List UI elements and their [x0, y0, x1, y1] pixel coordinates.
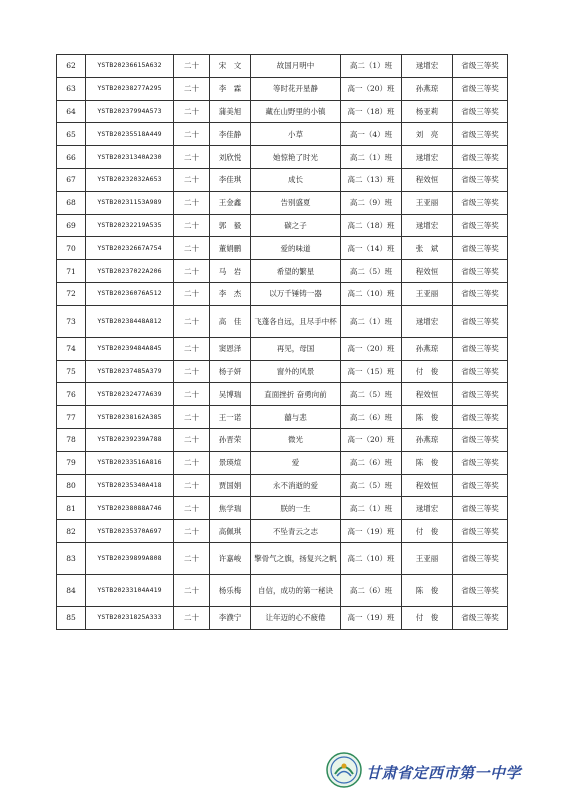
cell-class: 高二（1）班 — [341, 305, 402, 337]
awards-table-body — [57, 55, 508, 630]
cell-code: YSTB20232032A653 — [86, 168, 174, 191]
table-row — [57, 146, 508, 169]
cell-code: YSTB20239484A845 — [86, 337, 174, 360]
cell-name: 刘欣悦 — [210, 146, 251, 169]
cell-no: 69 — [57, 214, 86, 237]
cell-name: 宋 文 — [210, 55, 251, 78]
table-row — [57, 497, 508, 520]
cell-title: 永不消逝的爱 — [251, 474, 341, 497]
cell-class: 高二（5）班 — [341, 474, 402, 497]
school-emblem-icon — [326, 752, 362, 788]
cell-code: YSTB20233104A419 — [86, 574, 174, 606]
cell-no: 74 — [57, 337, 86, 360]
cell-title: 再见，母国 — [251, 337, 341, 360]
cell-teacher: 逯增宏 — [402, 55, 453, 78]
cell-title: 等时花开星静 — [251, 77, 341, 100]
cell-title: 以万千锤铸一器 — [251, 282, 341, 305]
cell-grade: 二十 — [174, 360, 210, 383]
cell-class: 高二（10）班 — [341, 542, 402, 574]
cell-grade: 二十 — [174, 606, 210, 629]
cell-class: 高二（1）班 — [341, 497, 402, 520]
cell-no: 76 — [57, 383, 86, 406]
cell-no: 64 — [57, 100, 86, 123]
cell-name: 吴博瑞 — [210, 383, 251, 406]
cell-name: 王金鑫 — [210, 191, 251, 214]
cell-award: 省级三等奖 — [453, 497, 508, 520]
cell-grade: 二十 — [174, 282, 210, 305]
cell-award: 省级三等奖 — [453, 100, 508, 123]
cell-teacher: 张 斌 — [402, 237, 453, 260]
cell-title: 藏在山野里的小镇 — [251, 100, 341, 123]
cell-award: 省级三等奖 — [453, 237, 508, 260]
cell-teacher: 付 俊 — [402, 360, 453, 383]
cell-class: 高一（20）班 — [341, 337, 402, 360]
cell-code: YSTB20235370A697 — [86, 520, 174, 543]
cell-teacher: 孙燕琼 — [402, 337, 453, 360]
cell-code: YSTB20237994A573 — [86, 100, 174, 123]
cell-class: 高一（15）班 — [341, 360, 402, 383]
cell-teacher: 逯增宏 — [402, 214, 453, 237]
cell-award: 省级三等奖 — [453, 168, 508, 191]
table-row — [57, 260, 508, 283]
table-row — [57, 542, 508, 574]
cell-teacher: 程效恒 — [402, 260, 453, 283]
cell-no: 72 — [57, 282, 86, 305]
cell-no: 68 — [57, 191, 86, 214]
cell-name: 杨乐梅 — [210, 574, 251, 606]
table-row — [57, 474, 508, 497]
cell-title: 不坠青云之志 — [251, 520, 341, 543]
cell-grade: 二十 — [174, 451, 210, 474]
cell-title: 直面挫折 奋勇向前 — [251, 383, 341, 406]
cell-name: 马 岩 — [210, 260, 251, 283]
cell-no: 62 — [57, 55, 86, 78]
cell-no: 79 — [57, 451, 86, 474]
cell-name: 焦学瑞 — [210, 497, 251, 520]
cell-class: 高二（6）班 — [341, 451, 402, 474]
cell-name: 蒲美旭 — [210, 100, 251, 123]
cell-grade: 二十 — [174, 100, 210, 123]
cell-code: YSTB20237485A379 — [86, 360, 174, 383]
cell-award: 省级三等奖 — [453, 77, 508, 100]
cell-title: 自信，成功的第一秘诀 — [251, 574, 341, 606]
cell-grade: 二十 — [174, 474, 210, 497]
cell-code: YSTB20238277A295 — [86, 77, 174, 100]
cell-name: 李濮宁 — [210, 606, 251, 629]
cell-name: 窦恩泽 — [210, 337, 251, 360]
cell-award: 省级三等奖 — [453, 574, 508, 606]
table-row — [57, 337, 508, 360]
cell-code: YSTB20232477A639 — [86, 383, 174, 406]
cell-grade: 二十 — [174, 146, 210, 169]
cell-class: 高二（5）班 — [341, 260, 402, 283]
cell-code: YSTB20236615A632 — [86, 55, 174, 78]
table-row — [57, 606, 508, 629]
cell-award: 省级三等奖 — [453, 214, 508, 237]
cell-grade: 二十 — [174, 337, 210, 360]
cell-teacher: 逯增宏 — [402, 305, 453, 337]
cell-award: 省级三等奖 — [453, 451, 508, 474]
cell-no: 66 — [57, 146, 86, 169]
cell-name: 李佳静 — [210, 123, 251, 146]
cell-grade: 二十 — [174, 574, 210, 606]
cell-code: YSTB20235518A449 — [86, 123, 174, 146]
cell-grade: 二十 — [174, 305, 210, 337]
cell-award: 省级三等奖 — [453, 55, 508, 78]
cell-no: 83 — [57, 542, 86, 574]
cell-name: 李佳琪 — [210, 168, 251, 191]
cell-code: YSTB20231340A230 — [86, 146, 174, 169]
cell-award: 省级三等奖 — [453, 337, 508, 360]
school-footer — [326, 752, 556, 792]
cell-class: 高二（1）班 — [341, 55, 402, 78]
cell-award: 省级三等奖 — [453, 520, 508, 543]
cell-code: YSTB20231153A989 — [86, 191, 174, 214]
cell-name: 贾国娟 — [210, 474, 251, 497]
table-row — [57, 168, 508, 191]
cell-name: 郭 毅 — [210, 214, 251, 237]
cell-no: 78 — [57, 428, 86, 451]
cell-grade: 二十 — [174, 191, 210, 214]
cell-teacher: 陈 俊 — [402, 451, 453, 474]
cell-award: 省级三等奖 — [453, 406, 508, 429]
cell-teacher: 孙燕琼 — [402, 428, 453, 451]
cell-class: 高二（13）班 — [341, 168, 402, 191]
cell-class: 高一（19）班 — [341, 606, 402, 629]
cell-award: 省级三等奖 — [453, 146, 508, 169]
cell-title: 她惊艳了时光 — [251, 146, 341, 169]
cell-class: 高二（18）班 — [341, 214, 402, 237]
cell-title: 小草 — [251, 123, 341, 146]
cell-teacher: 付 俊 — [402, 606, 453, 629]
cell-award: 省级三等奖 — [453, 360, 508, 383]
cell-grade: 二十 — [174, 497, 210, 520]
cell-award: 省级三等奖 — [453, 474, 508, 497]
table-row — [57, 428, 508, 451]
cell-title: 成长 — [251, 168, 341, 191]
cell-teacher: 杨亚莉 — [402, 100, 453, 123]
table-row — [57, 574, 508, 606]
cell-name: 许嘉峻 — [210, 542, 251, 574]
cell-grade: 二十 — [174, 55, 210, 78]
cell-no: 80 — [57, 474, 86, 497]
cell-class: 高二（5）班 — [341, 383, 402, 406]
cell-teacher: 程效恒 — [402, 474, 453, 497]
cell-name: 高佩琪 — [210, 520, 251, 543]
cell-award: 省级三等奖 — [453, 305, 508, 337]
cell-code: YSTB20232667A754 — [86, 237, 174, 260]
cell-grade: 二十 — [174, 542, 210, 574]
cell-award: 省级三等奖 — [453, 383, 508, 406]
cell-no: 70 — [57, 237, 86, 260]
cell-class: 高一（19）班 — [341, 520, 402, 543]
cell-title: 飞蓬各自远，且尽手中杯 — [251, 305, 341, 337]
cell-name: 王一诺 — [210, 406, 251, 429]
cell-class: 高二（10）班 — [341, 282, 402, 305]
table-row — [57, 55, 508, 78]
cell-class: 高一（14）班 — [341, 237, 402, 260]
cell-teacher: 王亚丽 — [402, 191, 453, 214]
cell-name: 高 佳 — [210, 305, 251, 337]
cell-code: YSTB20232219A535 — [86, 214, 174, 237]
cell-award: 省级三等奖 — [453, 282, 508, 305]
awards-table — [56, 54, 508, 630]
cell-code: YSTB20238448A812 — [86, 305, 174, 337]
table-row — [57, 123, 508, 146]
cell-no: 81 — [57, 497, 86, 520]
table-row — [57, 77, 508, 100]
table-row — [57, 383, 508, 406]
cell-teacher: 王亚丽 — [402, 542, 453, 574]
cell-name: 李 杰 — [210, 282, 251, 305]
cell-class: 高一（20）班 — [341, 77, 402, 100]
cell-grade: 二十 — [174, 428, 210, 451]
cell-title: 希望的繁星 — [251, 260, 341, 283]
table-row — [57, 406, 508, 429]
cell-code: YSTB20238088A746 — [86, 497, 174, 520]
cell-code: YSTB20231825A333 — [86, 606, 174, 629]
cell-no: 75 — [57, 360, 86, 383]
cell-no: 71 — [57, 260, 86, 283]
cell-title: 让年迈的心不疲倦 — [251, 606, 341, 629]
cell-no: 67 — [57, 168, 86, 191]
table-row — [57, 100, 508, 123]
cell-grade: 二十 — [174, 520, 210, 543]
cell-no: 82 — [57, 520, 86, 543]
cell-title: 囍与悲 — [251, 406, 341, 429]
cell-teacher: 陈 俊 — [402, 574, 453, 606]
cell-name: 景瑛煊 — [210, 451, 251, 474]
cell-teacher: 逯增宏 — [402, 497, 453, 520]
cell-teacher: 程效恒 — [402, 168, 453, 191]
cell-teacher: 程效恒 — [402, 383, 453, 406]
cell-grade: 二十 — [174, 383, 210, 406]
cell-grade: 二十 — [174, 237, 210, 260]
cell-award: 省级三等奖 — [453, 191, 508, 214]
cell-code: YSTB20233516A816 — [86, 451, 174, 474]
cell-no: 77 — [57, 406, 86, 429]
cell-title: 爱的味道 — [251, 237, 341, 260]
cell-no: 65 — [57, 123, 86, 146]
cell-code: YSTB20237022A206 — [86, 260, 174, 283]
cell-title: 碳之子 — [251, 214, 341, 237]
cell-code: YSTB20236076A512 — [86, 282, 174, 305]
cell-grade: 二十 — [174, 168, 210, 191]
cell-class: 高二（9）班 — [341, 191, 402, 214]
cell-title: 微光 — [251, 428, 341, 451]
cell-title: 告别盛夏 — [251, 191, 341, 214]
cell-teacher: 孙燕琼 — [402, 77, 453, 100]
cell-grade: 二十 — [174, 123, 210, 146]
cell-class: 高二（1）班 — [341, 146, 402, 169]
cell-class: 高二（6）班 — [341, 574, 402, 606]
cell-name: 杨子妍 — [210, 360, 251, 383]
cell-name: 董娟鹏 — [210, 237, 251, 260]
school-name: 甘肃省定西市第一中学 — [366, 764, 522, 782]
cell-grade: 二十 — [174, 77, 210, 100]
cell-title: 朕的一生 — [251, 497, 341, 520]
cell-name: 孙晋荣 — [210, 428, 251, 451]
cell-code: YSTB20239899A808 — [86, 542, 174, 574]
cell-class: 高一（4）班 — [341, 123, 402, 146]
cell-name: 李 霖 — [210, 77, 251, 100]
cell-teacher: 王亚丽 — [402, 282, 453, 305]
cell-no: 85 — [57, 606, 86, 629]
cell-title: 故国月明中 — [251, 55, 341, 78]
cell-award: 省级三等奖 — [453, 606, 508, 629]
cell-award: 省级三等奖 — [453, 542, 508, 574]
table-row — [57, 451, 508, 474]
table-row — [57, 191, 508, 214]
table-row — [57, 214, 508, 237]
cell-grade: 二十 — [174, 406, 210, 429]
cell-class: 高一（20）班 — [341, 428, 402, 451]
cell-class: 高二（6）班 — [341, 406, 402, 429]
cell-teacher: 逯增宏 — [402, 146, 453, 169]
cell-grade: 二十 — [174, 214, 210, 237]
cell-award: 省级三等奖 — [453, 428, 508, 451]
table-row — [57, 237, 508, 260]
cell-code: YSTB20239239A788 — [86, 428, 174, 451]
cell-no: 73 — [57, 305, 86, 337]
cell-grade: 二十 — [174, 260, 210, 283]
cell-award: 省级三等奖 — [453, 123, 508, 146]
cell-teacher: 付 俊 — [402, 520, 453, 543]
cell-title: 爱 — [251, 451, 341, 474]
table-row — [57, 520, 508, 543]
table-row — [57, 282, 508, 305]
cell-award: 省级三等奖 — [453, 260, 508, 283]
table-row — [57, 305, 508, 337]
cell-teacher: 刘 亮 — [402, 123, 453, 146]
cell-title: 擎骨气之旗，扬复兴之帆 — [251, 542, 341, 574]
cell-teacher: 陈 俊 — [402, 406, 453, 429]
cell-no: 84 — [57, 574, 86, 606]
cell-title: 窗外的风景 — [251, 360, 341, 383]
cell-class: 高一（18）班 — [341, 100, 402, 123]
cell-code: YSTB20235340A418 — [86, 474, 174, 497]
cell-code: YSTB20238162A385 — [86, 406, 174, 429]
cell-no: 63 — [57, 77, 86, 100]
table-row — [57, 360, 508, 383]
